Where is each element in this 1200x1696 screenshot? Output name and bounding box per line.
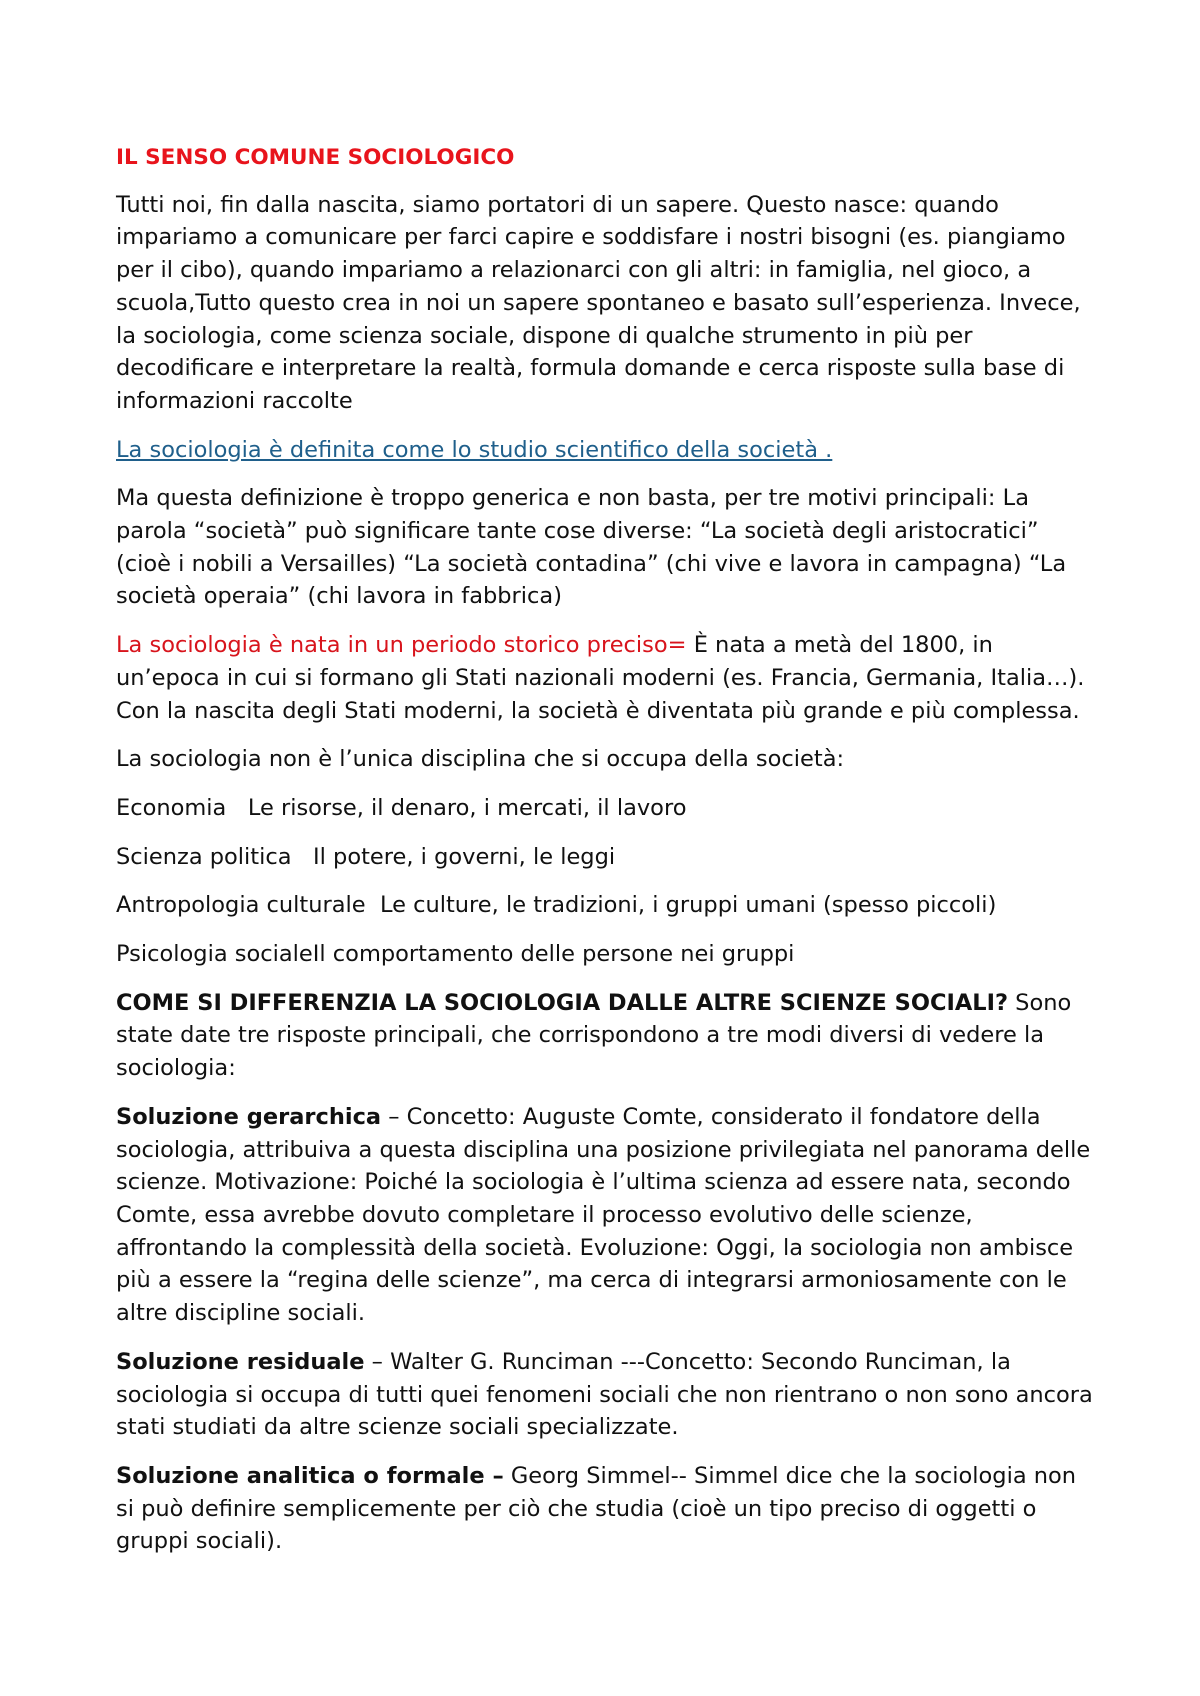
history-red-lead: La sociologia è nata in un periodo storico preciso= (116, 632, 694, 659)
discipline-desc: Le risorse, il denaro, i mercati, il lavoro (247, 794, 687, 821)
generic-paragraph: Ma questa definizione è troppo generica e non basta, per tre motivi principali: La parola “società” può significare tante cose diverse: “La società degli aristocratici” (cioè i nobili a Versailles) “La società contadina” (chi vive e lavora in campagna) “La società operaia” (chi lavora in fabbrica) (116, 485, 1067, 610)
intro-paragraph: Tutti noi, fin dalla nascita, siamo portatori di un sapere. Questo nasce: quando impariamo a comunicare per farci capire e soddisfare i nostri bisogni (es. piangiamo per il cibo), quando impariamo a relazionarci con gli altri: in famiglia, nel gioco, a scuola,Tutto questo crea in noi un sapere spontaneo e basato sull’esperienza. Invece, la sociologia, come scienza sociale, dispone di qualche strumento in più per decodificare e interpretare la realtà, formula domande e cerca risposte sulla base di informazioni raccolte (116, 191, 1081, 414)
solution-residuale (116, 1346, 1100, 1444)
definition-link[interactable] (116, 434, 1100, 467)
solution-gerarchica (116, 1101, 1100, 1330)
solution-label: Soluzione residuale (116, 1348, 365, 1375)
document-title: IL SENSO COMUNE SOCIOLOGICO (116, 145, 515, 170)
solution-analitica (116, 1460, 1100, 1558)
discipline-desc: Il comportamento delle persone nei gruppi (312, 941, 795, 968)
discipline-desc: Le culture, le tradizioni, i gruppi umani (spesso piccoli) (379, 892, 997, 919)
history-text: È nata a metà del 1800, in un’epoca in cui si formano gli Stati nazionali moderni (es. Francia, Germania, Italia…). Con la nascita degli Stati moderni, la società è diventata più grande e più complessa. (116, 632, 1085, 724)
solution-label: Soluzione gerarchica (116, 1103, 382, 1130)
solution-text: – Walter G. Runciman ---Concetto: Secondo Runciman, la sociologia si occupa di tutti quei fenomeni sociali che non rientrano o non sono ancora stati studiati da altre scienze sociali specializzate. (116, 1348, 1093, 1441)
discipline-name: Antropologia culturale (116, 892, 366, 919)
discipline-name: Economia (116, 794, 227, 821)
discipline-row-antropologia (116, 889, 1100, 922)
question-heading: COME SI DIFFERENZIA LA SOCIOLOGIA DALLE ALTRE SCIENZE SOCIALI? (116, 989, 1009, 1016)
solution-text: – Concetto: Auguste Comte, considerato il fondatore della sociologia, attribuiva a questa disciplina una posizione privilegiata nel panorama delle scienze. Motivazione: Poiché la sociologia è l’ultima scienza ad essere nata, secondo Comte, essa avrebbe dovuto completare il processo evolutivo delle scienze, affrontando la complessità della società. Evoluzione: Oggi, la sociologia non ambisce più a essere la “regina delle scienze”, ma cerca di integrarsi armoniosamente con le altre discipline sociali. (116, 1103, 1091, 1327)
discipline-row-economia (116, 792, 1100, 825)
definition-link-text[interactable]: La sociologia è definita come lo studio scientifico della società . (116, 436, 833, 463)
solution-label: Soluzione analitica o formale – (116, 1462, 504, 1489)
not-unique-paragraph: La sociologia non è l’unica disciplina che si occupa della società: (116, 746, 845, 773)
solution-text: Georg Simmel-- Simmel dice che la sociologia non si può definire semplicemente per ciò che studia (cioè un tipo preciso di oggetti o gruppi sociali). (116, 1462, 1077, 1555)
question-text: Sono state date tre risposte principali, che corrispondono a tre modi diversi di vedere la sociologia: (116, 989, 1072, 1082)
discipline-row-scienza-politica (116, 841, 1100, 874)
discipline-name: Psicologia sociale (116, 941, 313, 968)
discipline-row-psicologia (116, 938, 1100, 971)
discipline-desc: Il potere, i governi, le leggi (313, 843, 616, 870)
question-paragraph (116, 987, 1100, 1085)
history-paragraph (116, 629, 1100, 727)
discipline-name: Scienza politica (116, 843, 292, 870)
